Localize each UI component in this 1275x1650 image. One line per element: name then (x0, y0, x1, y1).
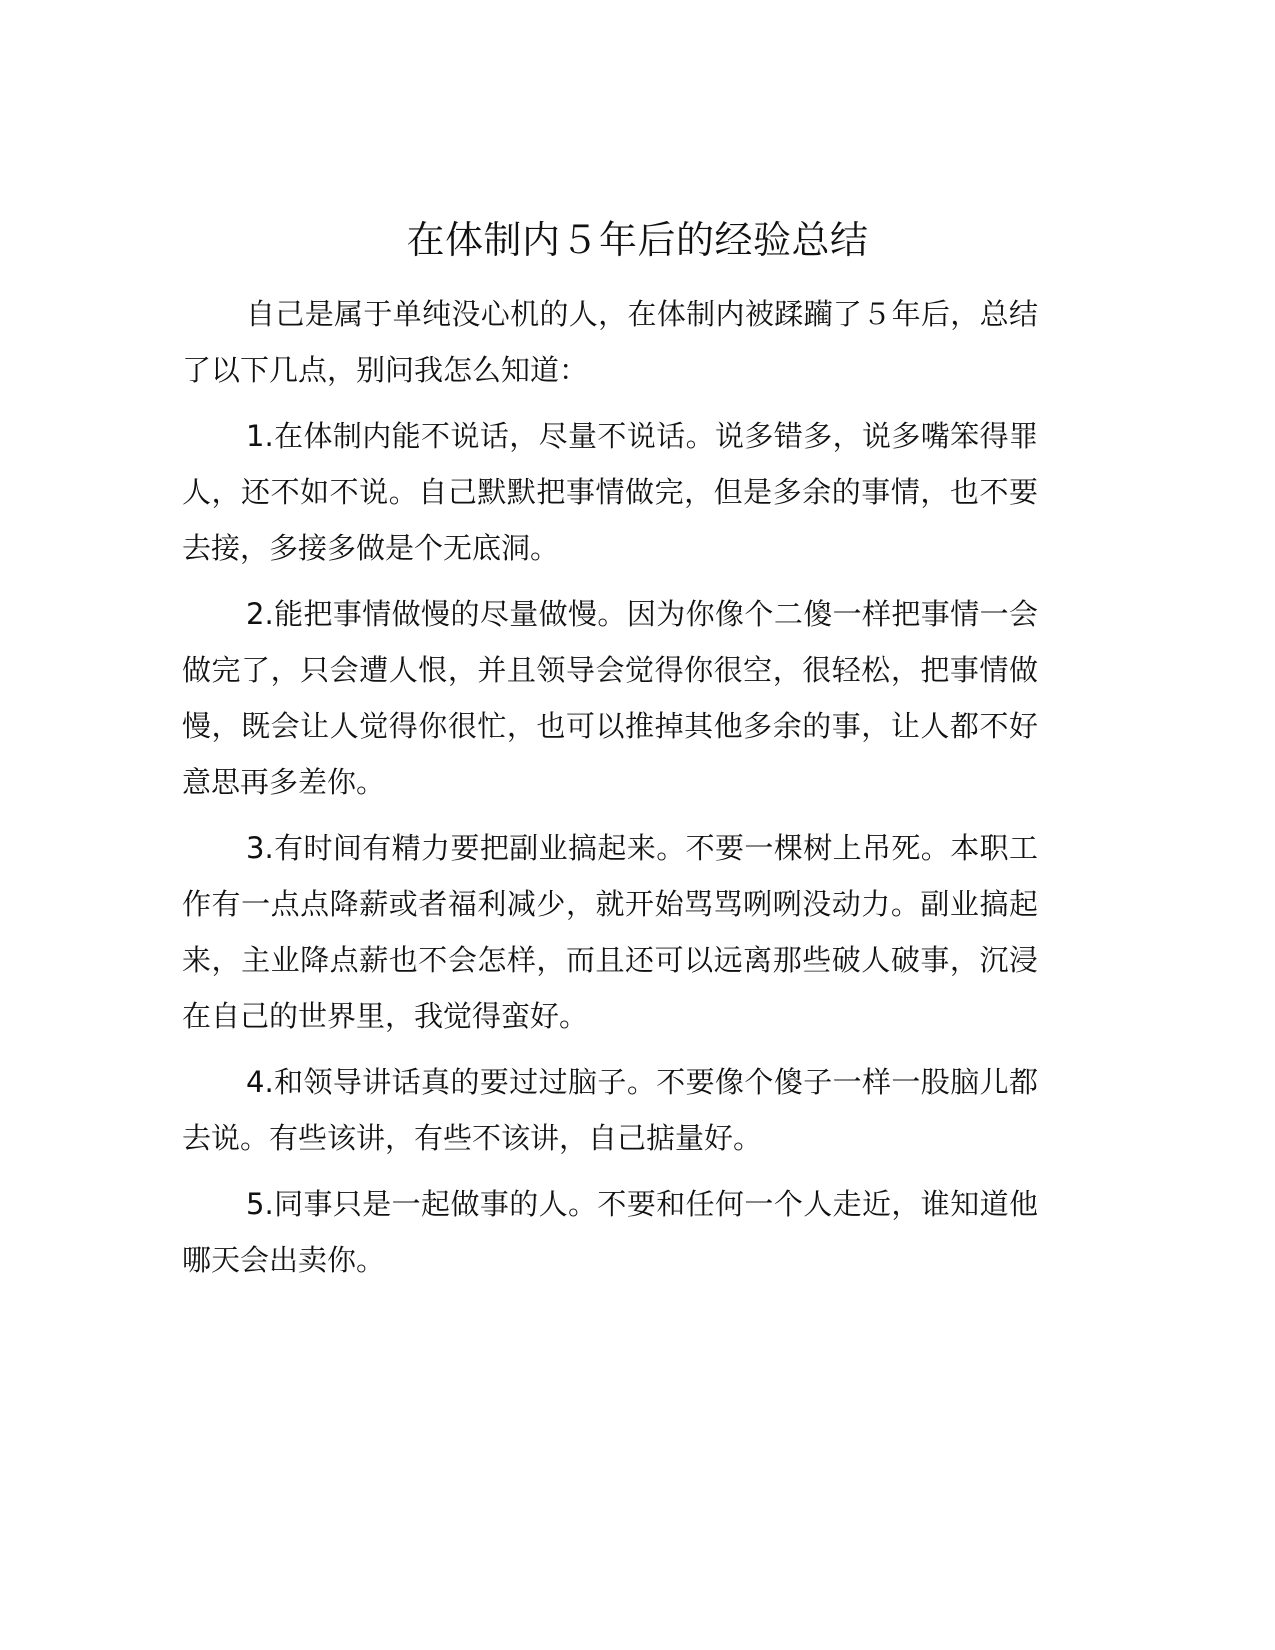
document-title: 在体制内５年后的经验总结 (406, 218, 869, 262)
point-3-paragraph: 3.有时间有精力要把副业搞起来。不要一棵树上吊死。本职工作有一点点降薪或者福利减少，就开始骂骂咧咧没动力。副业搞起来，主业降点薪也不会怎样，而且还可以远离那些破人破事，沉浸在自己的世界里，我觉得蛮好。 (182, 831, 1038, 1033)
point-4-paragraph: 4.和领导讲话真的要过过脑子。不要像个傻子一样一股脑儿都去说。有些该讲，有些不该讲，自己掂量好。 (182, 1065, 1038, 1155)
document-body (182, 286, 1038, 1298)
point-1-paragraph: 1.在体制内能不说话，尽量不说话。说多错多，说多嘴笨得罪人，还不如不说。自己默默把事情做完，但是多余的事情，也不要去接，多接多做是个无底洞。 (182, 419, 1038, 565)
point-2-paragraph: 2.能把事情做慢的尽量做慢。因为你像个二傻一样把事情一会做完了，只会遭人恨，并且领导会觉得你很空，很轻松，把事情做慢，既会让人觉得你很忙，也可以推掉其他多余的事，让人都不好意思再多差你。 (182, 597, 1038, 799)
intro-paragraph: 自己是属于单纯没心机的人，在体制内被蹂躏了５年后，总结了以下几点，别问我怎么知道： (182, 297, 1038, 387)
point-5-paragraph: 5.同事只是一起做事的人。不要和任何一个人走近，谁知道他哪天会出卖你。 (182, 1187, 1038, 1277)
